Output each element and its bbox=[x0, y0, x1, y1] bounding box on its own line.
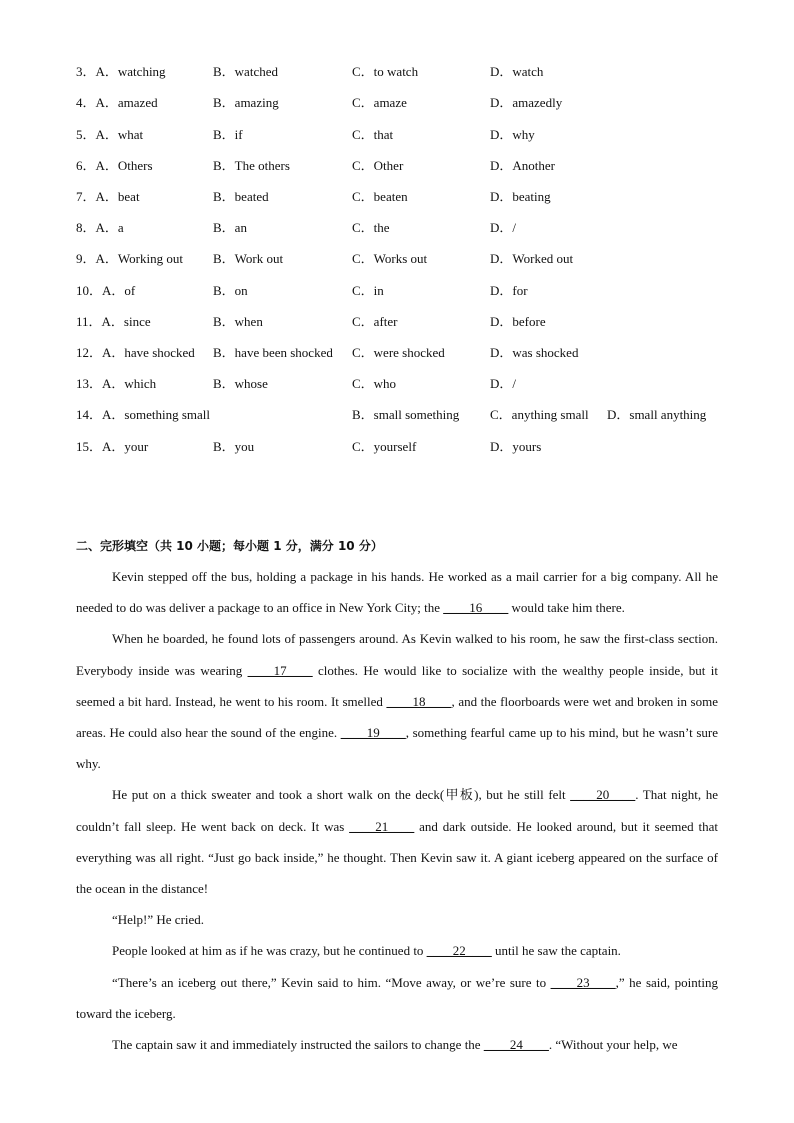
option-a[interactable]: A．of bbox=[102, 283, 136, 298]
option-b[interactable]: B．Work out bbox=[213, 251, 284, 266]
text: The captain saw it and immediately instructed the sailors to change the bbox=[112, 1037, 484, 1053]
question-number: 10． bbox=[76, 283, 103, 298]
blank-22[interactable]: ____22____ bbox=[426, 943, 492, 959]
text: “Help!” He cried. bbox=[112, 912, 205, 928]
question-row bbox=[76, 62, 736, 82]
text: When he boarded, he found lots of passengers around. As Kevin walked to his room, he saw the first-class section. Everybody inside was wearing bbox=[76, 631, 718, 678]
text: would take him there. bbox=[508, 600, 625, 616]
option-d[interactable]: D．why bbox=[490, 127, 535, 142]
option-c[interactable]: C．who bbox=[352, 376, 397, 391]
question-number: 15． bbox=[76, 439, 103, 454]
question-number: 5． bbox=[76, 127, 96, 142]
question-row bbox=[76, 281, 736, 301]
option-cell bbox=[607, 405, 706, 425]
text: He put on a thick sweater and took a short walk on the deck(甲板), but he still felt bbox=[112, 787, 571, 803]
option-b[interactable]: B．when bbox=[213, 314, 263, 329]
paragraph-4 bbox=[76, 904, 718, 935]
question-number: 13． bbox=[76, 376, 103, 391]
blank-19[interactable]: ____19____ bbox=[340, 725, 406, 741]
option-d[interactable]: D．beating bbox=[490, 189, 551, 204]
option-c[interactable]: C．the bbox=[352, 220, 390, 235]
question-number: 12． bbox=[76, 345, 103, 360]
option-b[interactable]: B．an bbox=[213, 220, 247, 235]
option-b[interactable]: B．amazing bbox=[213, 95, 279, 110]
question-number: 7． bbox=[76, 189, 96, 204]
question-number-and-option-a bbox=[76, 218, 124, 238]
option-c[interactable]: C．after bbox=[352, 314, 398, 329]
option-a[interactable]: A．a bbox=[95, 220, 124, 235]
option-d[interactable]: D．yours bbox=[490, 439, 542, 454]
option-c[interactable]: C．were shocked bbox=[352, 345, 445, 360]
question-number: 14． bbox=[76, 407, 103, 422]
option-c[interactable]: C．amaze bbox=[352, 95, 407, 110]
option-c[interactable]: C．yourself bbox=[352, 439, 417, 454]
question-number: 8． bbox=[76, 220, 96, 235]
option-d[interactable]: D．Another bbox=[490, 158, 555, 173]
option-b[interactable]: B．have been shocked bbox=[213, 345, 333, 360]
option-a[interactable]: A．have shocked bbox=[102, 345, 195, 360]
text: ,” he said, pointing toward the iceberg. bbox=[76, 974, 718, 1021]
paragraph-3 bbox=[76, 779, 718, 904]
question-row bbox=[76, 374, 736, 394]
question-row bbox=[76, 187, 736, 207]
section-title: 二、完形填空（共 10 小题；每小题 1 分，满分 10 分） bbox=[76, 539, 383, 553]
option-b[interactable]: B．watched bbox=[213, 64, 278, 79]
option-d[interactable]: D．Worked out bbox=[490, 251, 574, 266]
option-a[interactable]: A．beat bbox=[95, 189, 140, 204]
question-row bbox=[76, 93, 736, 113]
text: “There’s an iceberg out there,” Kevin said to him. “Move away, or we’re sure to bbox=[112, 974, 551, 990]
question-number: 3． bbox=[76, 64, 96, 79]
text: clothes. He would like to socialize with the wealthy people inside, but it seemed a bit hard. Instead, he went to his room. It smelled bbox=[76, 662, 718, 709]
blank-18[interactable]: ____18____ bbox=[386, 693, 452, 709]
text: until he saw the captain. bbox=[491, 943, 621, 959]
question-number-and-option-a bbox=[76, 281, 135, 301]
option-a[interactable]: A．watching bbox=[95, 64, 166, 79]
option-c[interactable]: C．that bbox=[352, 127, 394, 142]
option-a[interactable]: A．which bbox=[102, 376, 157, 391]
option-a[interactable]: A．amazed bbox=[95, 95, 158, 110]
option-d[interactable]: D．was shocked bbox=[490, 345, 579, 360]
option-cell bbox=[490, 405, 589, 425]
option-c[interactable]: C．to watch bbox=[352, 64, 419, 79]
blank-24[interactable]: ____24____ bbox=[483, 1037, 549, 1053]
question-number-and-option-a bbox=[76, 62, 166, 82]
question-row bbox=[76, 312, 736, 332]
paragraph-7 bbox=[76, 1029, 718, 1060]
question-row bbox=[76, 156, 736, 176]
paragraph-2 bbox=[76, 623, 718, 779]
question-number: 4． bbox=[76, 95, 96, 110]
text: . That night, he couldn’t fall sleep. He went back on deck. It was bbox=[76, 787, 718, 834]
question-number-and-option-a bbox=[76, 93, 158, 113]
option-c[interactable]: C．Works out bbox=[352, 251, 428, 266]
question-number-and-option-a bbox=[76, 156, 153, 176]
question-number: 11． bbox=[76, 314, 102, 329]
option-d[interactable]: D．/ bbox=[490, 220, 517, 235]
option-d[interactable]: D．amazedly bbox=[490, 95, 563, 110]
question-row bbox=[76, 218, 736, 238]
option-cell bbox=[76, 405, 210, 425]
question-number-and-option-a bbox=[76, 312, 151, 332]
option-a[interactable]: A．Others bbox=[95, 158, 153, 173]
text: and dark outside. He looked around, but it seemed that everything was all right. “Just go back inside,” he thought. Then Kevin saw it. A giant iceberg appeared on the surface of the ocean in the distance! bbox=[76, 818, 718, 897]
question-row bbox=[76, 125, 736, 145]
option-c[interactable]: C．beaten bbox=[352, 189, 408, 204]
option-b[interactable]: B．The others bbox=[213, 158, 290, 173]
blank-16[interactable]: ____16____ bbox=[443, 600, 509, 616]
option-c[interactable]: C．anything small bbox=[490, 407, 589, 422]
option-b[interactable]: B．if bbox=[213, 127, 243, 142]
option-d[interactable]: D．/ bbox=[490, 376, 517, 391]
blank-17[interactable]: ____17____ bbox=[247, 662, 313, 678]
option-b[interactable]: B．you bbox=[213, 439, 255, 454]
option-d[interactable]: D．watch bbox=[490, 64, 544, 79]
question-number: 6． bbox=[76, 158, 96, 173]
option-a[interactable]: A．something small bbox=[102, 407, 210, 422]
paragraph-1 bbox=[76, 561, 718, 623]
text: People looked at him as if he was crazy, but he continued to bbox=[112, 943, 427, 959]
text: . “Without your help, we bbox=[548, 1037, 678, 1053]
question-row bbox=[76, 437, 736, 457]
option-c[interactable]: C．Other bbox=[352, 158, 404, 173]
option-d[interactable]: D．for bbox=[490, 283, 528, 298]
option-c[interactable]: C．in bbox=[352, 283, 384, 298]
question-number-and-option-a bbox=[76, 249, 183, 269]
paragraph-6 bbox=[76, 967, 718, 1029]
text: Kevin stepped off the bus, holding a package in his hands. He worked as a mail carrier for a big company. All he needed to do was deliver a package to an office in New York City; the bbox=[76, 569, 718, 616]
option-a[interactable]: A．since bbox=[101, 314, 151, 329]
option-b[interactable]: B．beated bbox=[213, 189, 269, 204]
question-number-and-option-a bbox=[76, 343, 195, 363]
option-b[interactable]: B．on bbox=[213, 283, 248, 298]
option-d[interactable]: D．before bbox=[490, 314, 546, 329]
question-row-14 bbox=[76, 405, 736, 425]
option-d[interactable]: D．small anything bbox=[607, 407, 707, 422]
question-number-and-option-a bbox=[76, 437, 148, 457]
blank-21[interactable]: ____21____ bbox=[349, 818, 415, 834]
option-b[interactable]: B．whose bbox=[213, 376, 268, 391]
question-row bbox=[76, 249, 736, 269]
option-a[interactable]: A．Working out bbox=[95, 251, 183, 266]
question-number-and-option-a bbox=[76, 374, 156, 394]
text: , something fearful came up to his mind, but he wasn’t sure why. bbox=[76, 725, 718, 772]
question-row bbox=[76, 343, 736, 363]
blank-20[interactable]: ____20____ bbox=[570, 787, 636, 803]
option-b[interactable]: B．small something bbox=[352, 407, 460, 422]
text: , and the floorboards were wet and broken in some areas. He could also hear the sound of the engine. bbox=[76, 693, 718, 741]
question-number: 9． bbox=[76, 251, 96, 266]
question-number-and-option-a bbox=[76, 187, 140, 207]
blank-23[interactable]: ____23____ bbox=[550, 974, 616, 990]
cloze-passage bbox=[76, 561, 718, 1060]
question-number-and-option-a bbox=[76, 125, 143, 145]
option-a[interactable]: A．your bbox=[102, 439, 149, 454]
option-a[interactable]: A．what bbox=[95, 127, 144, 142]
option-cell bbox=[352, 405, 459, 425]
paragraph-5 bbox=[76, 935, 718, 966]
